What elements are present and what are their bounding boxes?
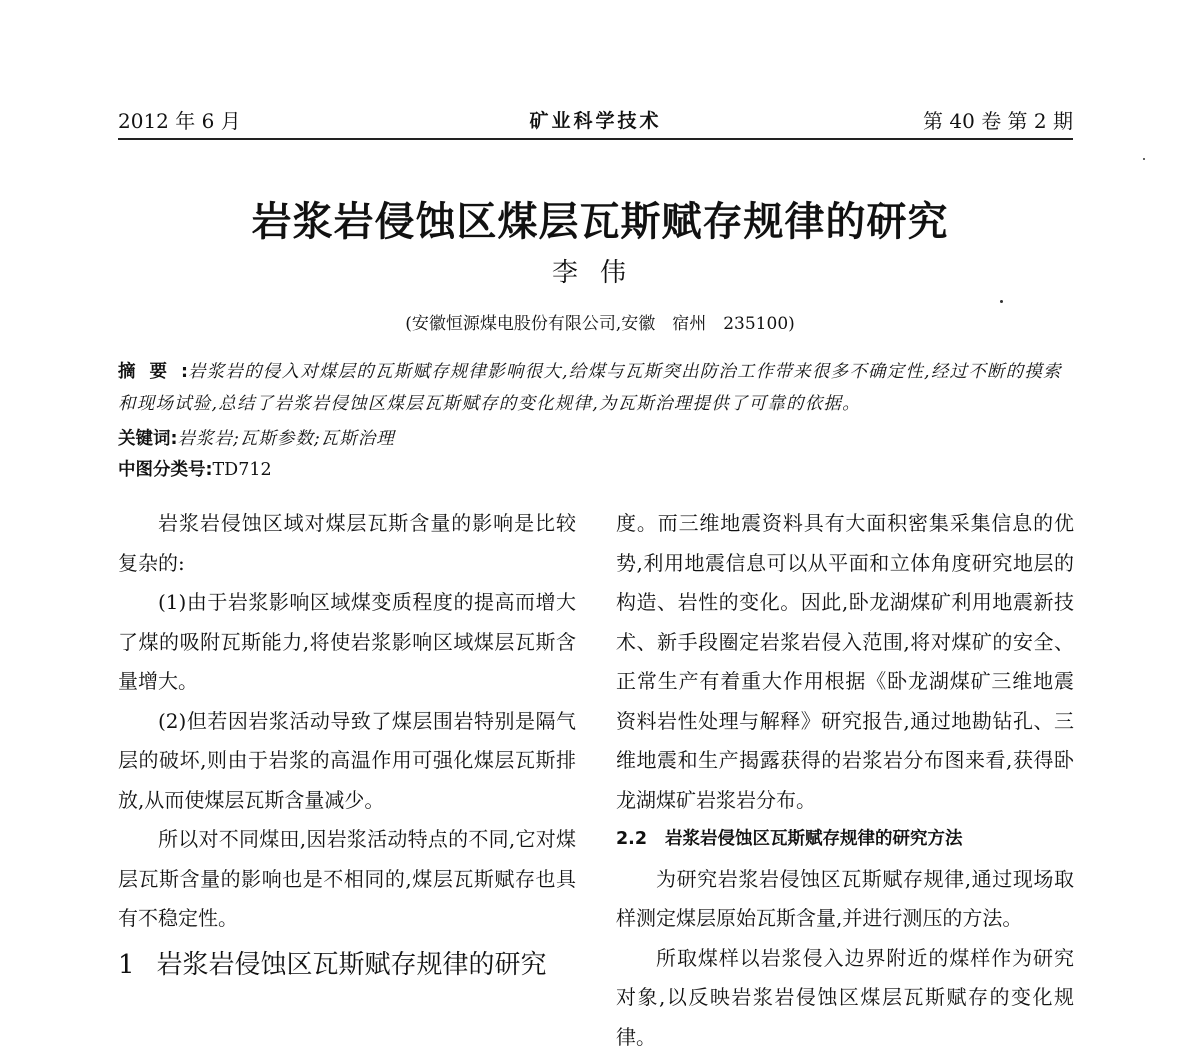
journal-name: 矿业科学技术 bbox=[118, 108, 1073, 134]
paragraph: (2)但若因岩浆活动导致了煤层围岩特别是隔气层的破坏,则由于岩浆的高温作用可强化煤层瓦斯排放,从而使煤层瓦斯含量减少。 bbox=[118, 702, 576, 821]
volume-issue: 第 40 卷 第 2 期 bbox=[923, 108, 1073, 134]
header-rule bbox=[118, 138, 1073, 140]
running-header bbox=[118, 100, 1073, 140]
classification-label: 中图分类号: bbox=[118, 460, 213, 480]
keywords-label: 关键词: bbox=[118, 429, 178, 449]
paragraph: (1)由于岩浆影响区域煤变质程度的提高而增大了煤的吸附瓦斯能力,将使岩浆影响区域煤层瓦斯含量增大。 bbox=[118, 583, 576, 702]
paragraph: 所取煤样以岩浆侵入边界附近的煤样作为研究对象,以反映岩浆岩侵蚀区煤层瓦斯赋存的变化规律。 bbox=[616, 939, 1074, 1057]
article-author: 李伟 bbox=[0, 257, 1200, 289]
scan-speck bbox=[1000, 300, 1003, 303]
section-title: 岩浆岩侵蚀区瓦斯赋存规律的研究 bbox=[157, 950, 547, 980]
paragraph: 度。而三维地震资料具有大面积密集采集信息的优势,利用地震信息可以从平面和立体角度研究地层的构造、岩性的变化。因此,卧龙湖煤矿利用地震新技术、新手段圈定岩浆岩侵入范围,将对煤矿的安全、正常生产有着重大作用根据《卧龙湖煤矿三维地震资料岩性处理与解释》研究报告,通过地勘钻孔、三维地震和生产揭露获得的岩浆岩分布图来看,获得卧龙湖煤矿岩浆岩分布。 bbox=[616, 504, 1074, 820]
abstract-text: 岩浆岩的侵入对煤层的瓦斯赋存规律影响很大,给煤与瓦斯突出防治工作带来很多不确定性,经过不断的摸索和现场试验,总结了岩浆岩侵蚀区煤层瓦斯赋存的变化规律,为瓦斯治理提供了可靠的依据。 bbox=[118, 362, 1062, 414]
classification-text: TD712 bbox=[213, 460, 272, 480]
section-number: 1 bbox=[118, 950, 135, 980]
abstract: 摘要:岩浆岩的侵入对煤层的瓦斯赋存规律影响很大,给煤与瓦斯突出防治工作带来很多不确定性,经过不断的摸索和现场试验,总结了岩浆岩侵蚀区煤层瓦斯赋存的变化规律,为瓦斯治理提供了可靠的依据。 bbox=[118, 356, 1078, 420]
abstract-label: 摘要 bbox=[118, 362, 181, 382]
subsection-title: 岩浆岩侵蚀区瓦斯赋存规律的研究方法 bbox=[665, 829, 963, 849]
left-column bbox=[118, 504, 576, 985]
classification-number bbox=[118, 455, 272, 485]
paragraph: 岩浆岩侵蚀区域对煤层瓦斯含量的影响是比较复杂的: bbox=[118, 504, 576, 583]
section-heading bbox=[118, 945, 576, 985]
right-column bbox=[616, 504, 1074, 1057]
article-title: 岩浆岩侵蚀区煤层瓦斯赋存规律的研究 bbox=[0, 196, 1200, 248]
paragraph: 为研究岩浆岩侵蚀区瓦斯赋存规律,通过现场取样测定煤层原始瓦斯含量,并进行测压的方法。 bbox=[616, 860, 1074, 939]
subsection-heading bbox=[616, 820, 1074, 860]
keywords bbox=[118, 424, 395, 454]
keywords-text: 岩浆岩;瓦斯参数;瓦斯治理 bbox=[178, 429, 395, 449]
issue-date: 2012 年 6 月 bbox=[118, 108, 241, 134]
subsection-number: 2.2 bbox=[616, 829, 647, 849]
author-affiliation: (安徽恒源煤电股份有限公司,安徽 宿州 235100) bbox=[0, 312, 1200, 336]
paragraph: 所以对不同煤田,因岩浆活动特点的不同,它对煤层瓦斯含量的影响也是不相同的,煤层瓦斯赋存也具有不稳定性。 bbox=[118, 820, 576, 939]
scan-speck bbox=[1143, 158, 1145, 160]
